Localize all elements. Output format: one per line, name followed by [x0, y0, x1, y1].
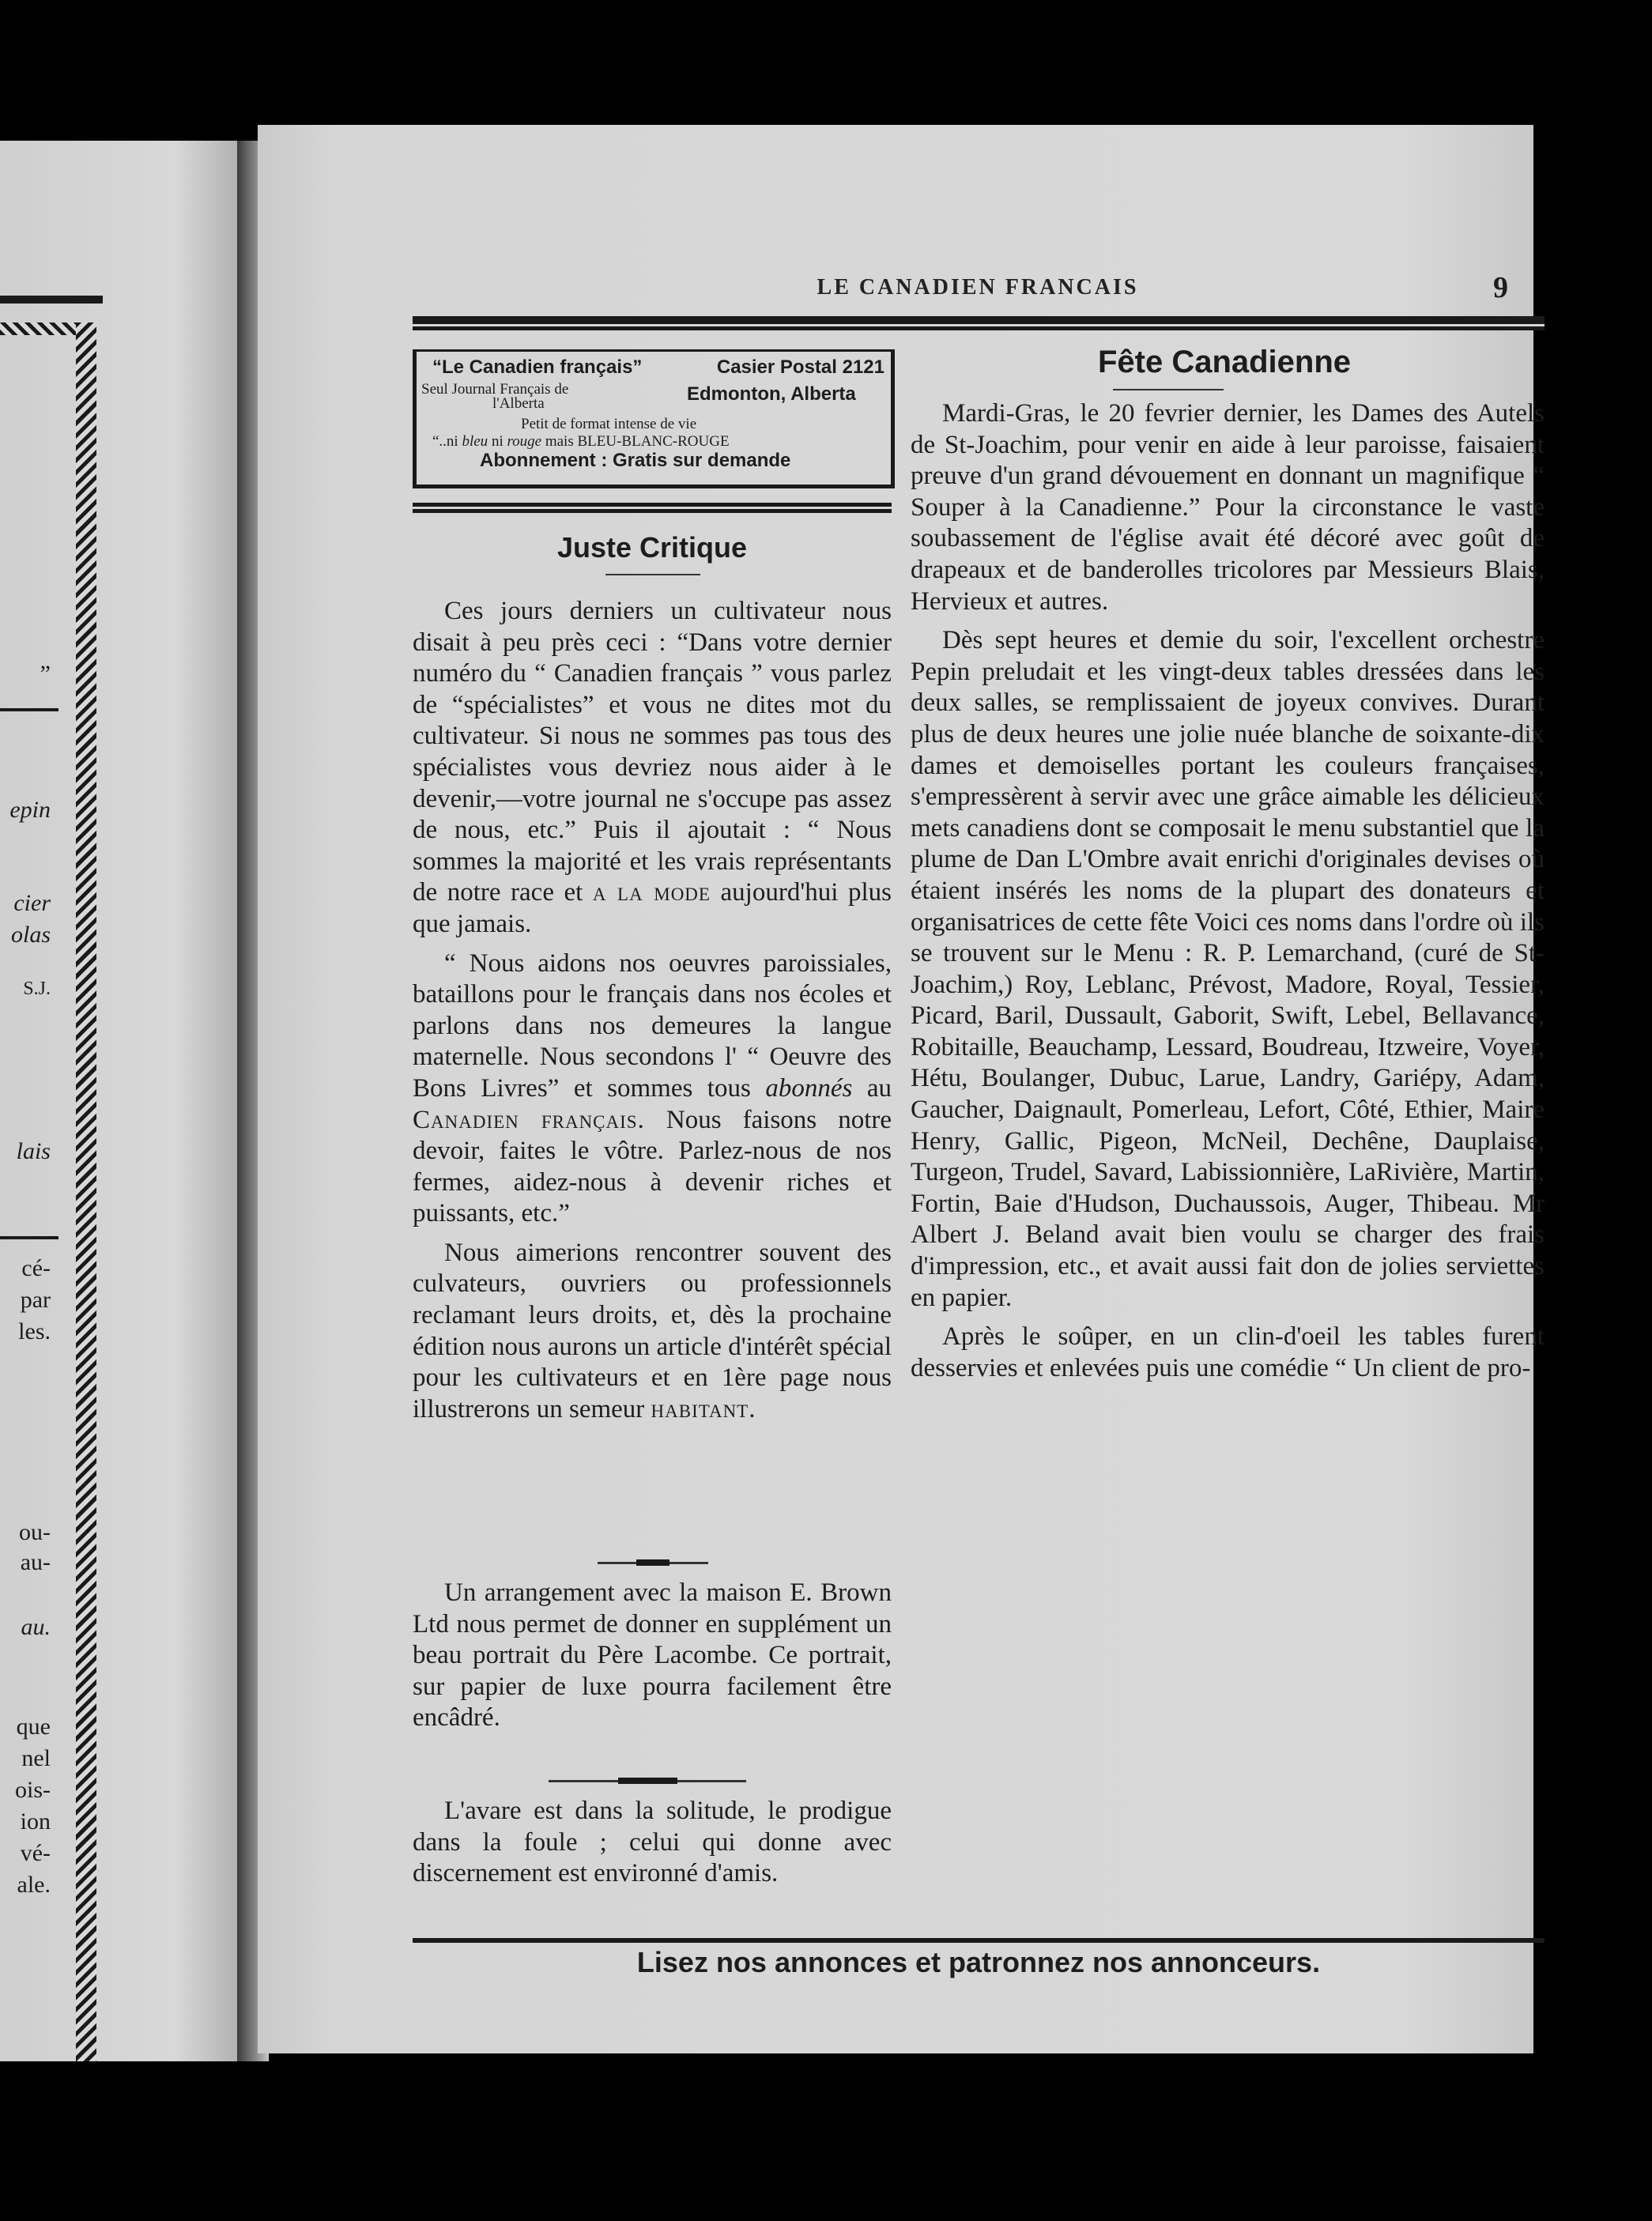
- article-fete-canadienne: [911, 398, 1545, 1392]
- section-rule: [413, 503, 892, 507]
- previous-page-ornamental-border: [76, 322, 96, 2061]
- fragment: ale.: [17, 1872, 51, 1898]
- fragment: epin: [9, 797, 51, 823]
- colors-conjunction: ni: [488, 433, 507, 450]
- colors-suffix: mais BLEU-BLANC-ROUGE: [541, 433, 730, 450]
- masthead-subtitle: Seul Journal Français de: [421, 381, 569, 398]
- city-address: Edmonton, Alberta: [687, 383, 856, 405]
- footer-slogan: Lisez nos annonces et patronnez nos annonceurs.: [636, 1946, 1321, 1978]
- fragment: cé-: [21, 1255, 51, 1281]
- previous-page-text-fragments: [0, 141, 71, 2061]
- fragment: ou-: [19, 1519, 51, 1545]
- colors-red: rouge: [507, 433, 542, 450]
- paragraph-text: aujourd'hui plus que jamais.: [413, 878, 892, 938]
- fragment: que: [16, 1714, 51, 1740]
- paragraph-text: Nous faisons notre devoir, faites le vôtre. Parlez-nous de nos fermes, aidez-nous à devenir riches et puissants, etc.”: [413, 1105, 892, 1228]
- postal-box: Casier Postal 2121: [716, 356, 884, 378]
- small-caps-text: a la mode: [592, 878, 711, 907]
- heading-underline: [605, 574, 700, 575]
- motto: Petit de format intense de vie: [521, 416, 697, 432]
- fragment: cier: [13, 890, 51, 916]
- header-rule: [413, 316, 1545, 326]
- fragment: les.: [18, 1318, 51, 1344]
- article-heading-juste-critique: Juste Critique: [556, 531, 748, 564]
- fragment: au.: [21, 1614, 51, 1640]
- subscription-box: [413, 349, 895, 488]
- article-heading-fete-canadienne: Fête Canadienne: [1097, 345, 1352, 379]
- footer-rule: [413, 1938, 1545, 1943]
- fragment: au-: [20, 1549, 51, 1575]
- article-juste-critique: [413, 596, 892, 1433]
- fragment: ”: [40, 661, 51, 687]
- fragment: lais: [16, 1138, 51, 1164]
- italic-text: abonnés: [765, 1073, 853, 1103]
- fragment: ion: [20, 1808, 51, 1834]
- fragment: par: [20, 1287, 51, 1313]
- colors-blue: bleu: [462, 433, 488, 450]
- subscription-offer: Abonnement : Gratis sur demande: [480, 450, 791, 471]
- fragment: vé-: [20, 1840, 51, 1866]
- colors-line: [432, 434, 730, 450]
- paragraph: L'avare est dans la solitude, le prodigue dans la foule ; celui qui donne avec discernement est environné d'amis.: [413, 1797, 892, 1888]
- ornamental-divider: [549, 1780, 746, 1782]
- masthead-subtitle-province: l'Alberta: [492, 395, 545, 412]
- paragraph: [413, 596, 892, 941]
- paragraph-text: Nous aimerions rencontrer souvent des culvateurs, ouvriers ou professionnels reclamant leurs droits, et, dès la prochaine édition nous aurons un article d'intérêt spécial pour les cultivateurs et en 1ère page nous illustrerons un semeur: [413, 1238, 892, 1423]
- paragraph: Mardi-Gras, le 20 fevrier dernier, les Dames des Autels de St-Joachim, pour venir en aide à leur paroisse, faisaient preuve d'un grand dévouement en donnant un magnifique “ Souper à la Canadienne.” Pour la circonstance le vaste soubassement de l'église avait été décoré avec goût de drapeaux et de banderolles tricolores par Messieurs Blais, Hervieux et autres.: [911, 399, 1545, 616]
- paragraph-text: au: [852, 1073, 892, 1103]
- fragment: nel: [21, 1745, 51, 1771]
- masthead-title: “Le Canadien français”: [432, 356, 643, 378]
- fragment: ois-: [15, 1777, 51, 1803]
- heading-underline: [1113, 389, 1224, 390]
- paragraph: Un arrangement avec la maison E. Brown Ltd nous permet de donner en supplément un beau portrait du Père Lacombe. Ce portrait, sur papier de luxe pourra facilement être encâdré.: [413, 1578, 892, 1733]
- paragraph: [413, 1238, 892, 1426]
- maxim: [413, 1796, 892, 1898]
- paragraph-text: “ Nous aidons nos oeuvres paroissiales, bataillons pour le français dans nos écoles et parlons dans nos demeures la langue maternelle. Nous secondons l' “ Oeuvre des Bons Livres” et sommes tous: [413, 948, 892, 1103]
- small-caps-text: Canadien français.: [413, 1105, 645, 1134]
- running-title: LE CANADIEN FRANCAIS: [817, 275, 1139, 300]
- ornamental-divider: [598, 1562, 708, 1564]
- colors-prefix: “..ni: [432, 433, 462, 450]
- fragment: olas: [10, 922, 51, 948]
- previous-page-strip: [0, 141, 251, 2061]
- newspaper-page: [258, 125, 1545, 2053]
- paragraph-text: Ces jours derniers un cultivateur nous disait à peu près ceci : “Dans votre dernier numéro du “ Canadien français ” vous parlez de “spécialistes” et vous ne dites mot du cultivateur. Si nous ne sommes pas tous des spécialistes vous devriez nous aider à le devenir,—votre journal ne s'occupe pas assez de nous, etc.” Puis il ajoutait : “ Nous sommes la majorité et les vrais représentants de notre race et: [413, 597, 892, 907]
- notice-portrait-supplement: [413, 1578, 892, 1742]
- small-caps-text: habitant.: [651, 1394, 756, 1423]
- previous-page-rule: [0, 1236, 58, 1239]
- page-number: 9: [1493, 271, 1508, 304]
- running-header: [413, 271, 1543, 307]
- paragraph: [413, 948, 892, 1230]
- fragment: S.J.: [23, 979, 51, 999]
- paragraph: Dès sept heures et demie du soir, l'excellent orchestre Pepin preludait et les vingt-deux tables dressées dans les deux salles, se remplissaient de joyeux convives. Durant plus de deux heures une jolie nuée blanche de soixante-dix dames et demoiselles portant les couleurs françaises, s'empressèrent à servir avec une grâce aimable les délicieux mets canadiens dont se composait le menu substantiel que la plume de Dan L'Ombre avait enrichi d'originales devises où étaient insérés les noms de la plupart des donateurs et organisatrices de cette fête Voici ces noms dans l'ordre où ils se trouvent sur le Menu : R. P. Lemarchand, (curé de St-Joachim,) Roy, Leblanc, Prévost, Madore, Royal, Tessier, Picard, Baril, Dussault, Gaborit, Swift, Lebel, Bellavance, Robitaille, Beauchamp, Lessard, Boudreau, Itzweire, Voyer, Hétu, Boulanger, Dubuc, Larue, Landry, Gariépy, Adam, Gaucher, Daignault, Pomerleau, Lefort, Côté, Ethier, Maire Henry, Gallic, Pigeon, McNeil, Dechêne, Dauplaise, Turgeon, Trudel, Savard, Labissionnière, LaRivière, Martin, Fortin, Baie d'Hudson, Duchaussois, Auger, Thibeau. Mr Albert J. Beland avait bien voulu se charger des frais d'impression, etc., et avait aussi fait don de jolies serviettes en papier.: [911, 626, 1545, 1312]
- paragraph: Après le soûper, en un clin-d'oeil les tables furent desservies et enlevées puis une comédie “ Un client de pro-: [911, 1322, 1545, 1382]
- previous-page-rule: [0, 708, 58, 711]
